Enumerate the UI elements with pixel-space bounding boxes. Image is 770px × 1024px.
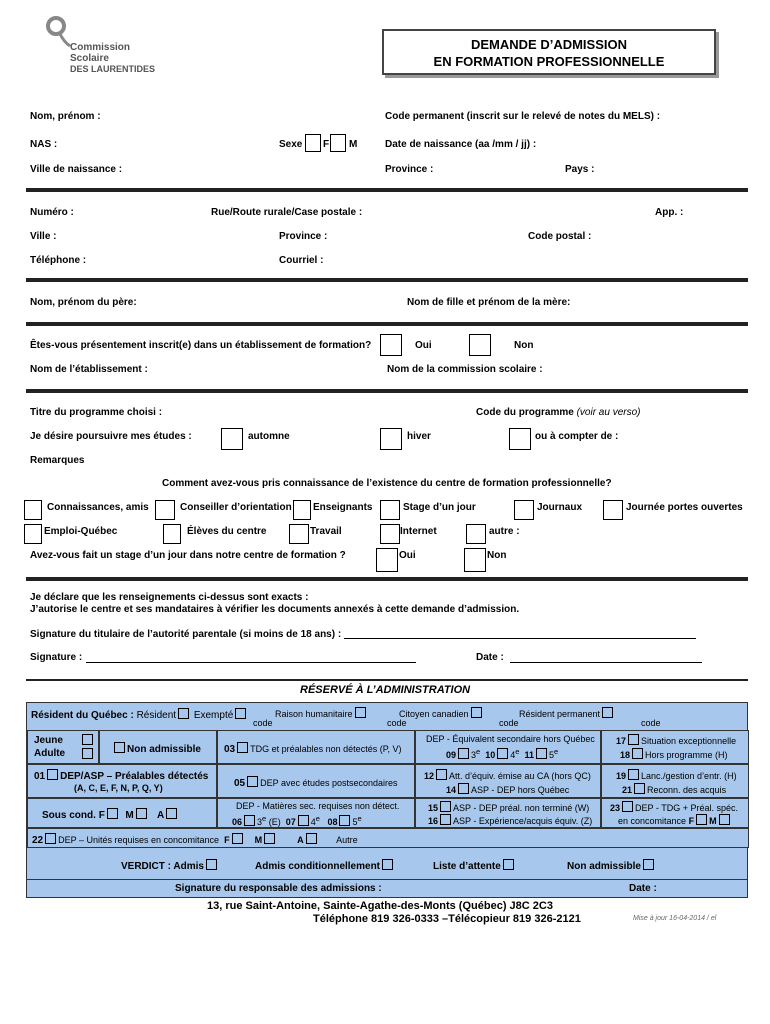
citoyen-label: Citoyen canadien (399, 709, 469, 719)
verdict-non-admissible-label: Non admissible (567, 861, 641, 872)
internet-checkbox[interactable] (380, 524, 400, 544)
eleves-checkbox[interactable] (163, 524, 181, 544)
code-18-label: Hors programme (H) (645, 750, 728, 760)
code-11-checkbox[interactable] (536, 748, 547, 759)
divider (26, 679, 748, 681)
jeune-adulte-cell (27, 730, 99, 764)
logo-text-1: Commission (70, 42, 131, 53)
code-01-number: 01 (34, 771, 46, 782)
code-12-number: 12 (424, 771, 435, 781)
admin-section (26, 702, 748, 880)
code-05-checkbox[interactable] (247, 776, 258, 787)
internet-label: Internet (400, 526, 437, 537)
verdict-admis-label: VERDICT : Admis (121, 861, 204, 872)
code-10-number: 10 (485, 750, 496, 760)
source-question: Comment avez-vous pris connaissance de l’existence du centre de formation professionnelle? (162, 478, 612, 489)
code-21-label: Reconn. des acquis (647, 785, 727, 795)
humanitaire-label: Raison humanitaire (275, 709, 353, 719)
divider (26, 188, 748, 192)
signature-responsable-bar (26, 880, 748, 898)
autre-checkbox[interactable] (466, 524, 486, 544)
stage-question: Avez-vous fait un stage d’un jour dans notre centre de formation ? (30, 550, 346, 561)
sous-cond-f-checkbox[interactable] (107, 808, 118, 819)
mise-a-jour: Mise à jour 16-04-2014 / el (633, 915, 717, 922)
exempte-label: Exempté (193, 710, 234, 721)
pere-label: Nom, prénom du père: (30, 297, 137, 308)
code-22-a-label: A (297, 835, 304, 845)
courriel-label: Courriel : (279, 255, 324, 266)
jeune-label: Jeune (34, 735, 63, 746)
stage-checkbox[interactable] (380, 500, 400, 520)
liste-attente-checkbox[interactable] (503, 859, 514, 870)
adulte-checkbox[interactable] (82, 748, 93, 759)
numero-label: Numéro : (30, 207, 74, 218)
code-09-checkbox[interactable] (458, 748, 469, 759)
code-15-label: ASP - DEP préal. non terminé (W) (453, 803, 590, 813)
code-01-checkbox[interactable] (47, 769, 58, 780)
sous-cond-m-label: M (125, 810, 134, 821)
enseignants-checkbox[interactable] (293, 500, 311, 520)
signature-responsable-label: Signature du responsable des admissions : (175, 883, 382, 894)
commission-label: Nom de la commission scolaire : (387, 364, 543, 375)
code-22-autre-label: Autre (336, 835, 358, 845)
code-07-checkbox[interactable] (298, 815, 309, 826)
etab-non-checkbox[interactable] (469, 334, 491, 356)
sexe-m-label: M (349, 139, 358, 150)
code-18-checkbox[interactable] (632, 748, 643, 759)
code-11-number: 11 (524, 750, 534, 760)
permanent-label: Résident permanent (519, 709, 601, 719)
footer-address: 13, rue Saint-Antoine, Sainte-Agathe-des-Monts (Québec) J8C 2C3 (207, 900, 553, 912)
code-23-f-label: F (688, 816, 695, 826)
dep-matieres-label: DEP - Matières sec. requises non détect. (236, 801, 400, 811)
stage-non-label: Non (487, 550, 507, 561)
divider (26, 389, 748, 393)
code-16-label: ASP - Expérience/acquis équiv. (Z) (453, 816, 593, 826)
code-21-number: 21 (622, 785, 633, 795)
sec3-label: 3 (471, 750, 477, 760)
code-14-checkbox[interactable] (458, 783, 469, 794)
sexe-label: Sexe (279, 139, 303, 150)
code-23-m-checkbox[interactable] (719, 814, 730, 825)
code-08-sec: 5 (352, 817, 358, 827)
code-programme-label: Code du programme (voir au verso) (476, 407, 641, 418)
travail-checkbox[interactable] (289, 524, 309, 544)
code-label: code (499, 718, 519, 728)
travail-label: Travail (310, 526, 342, 537)
admis-cond-label: Admis conditionnellement (255, 861, 381, 872)
declaration-2: J’autorise le centre et ses mandataires à vérifier les documents annexés à cette demande d’admission. (30, 604, 520, 615)
signature-label: Signature : (30, 652, 83, 663)
adulte-label: Adulte (34, 748, 66, 759)
logo (44, 16, 164, 76)
ville-label: Ville : (30, 231, 57, 242)
connaissances-label: Connaissances, amis (47, 502, 149, 513)
code-22-m-checkbox[interactable] (264, 833, 275, 844)
code-23-checkbox[interactable] (622, 801, 633, 812)
code-17-18-cell (601, 730, 749, 764)
code-label: code (641, 718, 661, 728)
code-03-number: 03 (224, 744, 236, 755)
logo-text-3: DES LAURENTIDES (70, 64, 156, 74)
code-05-number: 05 (234, 778, 246, 789)
desire-label: Je désire poursuivre mes études : (30, 431, 192, 442)
declaration-1: Je déclare que les renseignements ci-dessus sont exacts : (30, 592, 309, 603)
code-22-f-label: F (224, 835, 230, 845)
title-box (382, 29, 716, 75)
sous-cond-label: Sous cond. (42, 810, 96, 821)
date-label: Date : (476, 652, 504, 663)
non-admissible-checkbox[interactable] (114, 742, 125, 753)
code-14-label: ASP - DEP hors Québec (471, 785, 570, 795)
code-22-label: DEP – Unités requises en concomitance (58, 835, 220, 845)
sexe-f-checkbox[interactable] (305, 134, 321, 152)
code-18-number: 18 (620, 750, 631, 760)
stage-non-checkbox[interactable] (464, 548, 486, 572)
code-06-checkbox[interactable] (244, 815, 255, 826)
code-17-checkbox[interactable] (628, 734, 639, 745)
signature-line[interactable] (86, 662, 416, 663)
province-naissance-label: Province : (385, 164, 434, 175)
connaissances-checkbox[interactable] (24, 500, 42, 520)
remarques-label: Remarques (30, 455, 85, 466)
sous-cond-a-checkbox[interactable] (166, 808, 177, 819)
etab-oui-label: Oui (415, 340, 432, 351)
non-admissible-label: Non admissible (127, 744, 201, 755)
liste-attente-label: Liste d’attente (433, 861, 501, 872)
signature-parent-line[interactable] (344, 638, 696, 639)
sous-cond-cell (27, 798, 217, 828)
verdict-admis-checkbox[interactable] (206, 859, 217, 870)
code-22-f-checkbox[interactable] (232, 833, 243, 844)
code-01-sub: (A, C, E, F, N, P, Q, Y) (74, 783, 163, 793)
code-16-number: 16 (428, 816, 439, 826)
telephone-label: Téléphone : (30, 255, 87, 266)
non-admissible-cell (99, 730, 217, 764)
compter-label: ou à compter de : (535, 431, 619, 442)
code-03-checkbox[interactable] (237, 742, 248, 753)
code-23-m-label: M (709, 816, 717, 826)
code-06-e: (E) (268, 817, 281, 827)
resident-checkbox[interactable] (178, 708, 189, 719)
code-17-label: Situation exceptionnelle (641, 736, 737, 746)
code-03-cell (217, 730, 415, 764)
stage-oui-label: Oui (399, 550, 416, 561)
page-title-2: EN FORMATION PROFESSIONNELLE (433, 54, 665, 69)
emploi-checkbox[interactable] (24, 524, 42, 544)
humanitaire-checkbox[interactable] (355, 707, 366, 718)
sous-cond-a-label: A (157, 810, 165, 821)
permanent-checkbox[interactable] (602, 707, 613, 718)
nom-label: Nom, prénom : (30, 111, 101, 122)
code-07-sec: 4 (310, 817, 316, 827)
automne-label: automne (248, 431, 290, 442)
pays-label: Pays : (565, 164, 595, 175)
code-01-label: DEP/ASP – Préalables détectés (60, 771, 209, 782)
code-19-21-cell (601, 764, 749, 798)
code-08-checkbox[interactable] (339, 815, 350, 826)
exempte-checkbox[interactable] (235, 708, 246, 719)
mere-label: Nom de fille et prénom de la mère: (407, 297, 571, 308)
dep-equivalent-cell: DEP - Équivalent secondaire hors Québec 09 3e 10 4e 11 5e (415, 730, 601, 764)
code-12-label: Att. d’équiv. émise au CA (hors QC) (449, 771, 591, 781)
conseiller-label: Conseiller d’orientation (180, 502, 292, 513)
sec4-label: 4 (510, 750, 516, 760)
code-06-sec: 3 (257, 817, 263, 827)
code-15-number: 15 (428, 803, 439, 813)
code-label: code (387, 718, 407, 728)
code-14-number: 14 (446, 785, 457, 795)
nas-label: NAS : (30, 139, 58, 150)
verdict-non-admissible-checkbox[interactable] (643, 859, 654, 870)
compter-checkbox[interactable] (509, 428, 531, 450)
code-07-number: 07 (285, 817, 296, 827)
code-05-cell (217, 764, 415, 798)
ville-naissance-label: Ville de naissance : (30, 164, 123, 175)
code-12-checkbox[interactable] (436, 769, 447, 780)
dep-equivalent-label: DEP - Équivalent secondaire hors Québec (426, 734, 595, 744)
date-naissance-label: Date de naissance (aa /mm / jj) : (385, 139, 537, 150)
divider (26, 577, 748, 581)
signature-parent-label: Signature du titulaire de l’autorité parentale (si moins de 18 ans) : (30, 629, 342, 640)
code-05-label: DEP avec études postsecondaires (260, 778, 398, 788)
code-permanent-label: Code permanent (inscrit sur le relevé de notes du MELS) : (385, 111, 661, 122)
code-10-checkbox[interactable] (497, 748, 508, 759)
eleves-label: Élèves du centre (187, 526, 267, 537)
conseiller-checkbox[interactable] (155, 500, 175, 520)
rue-label: Rue/Route rurale/Case postale : (211, 207, 363, 218)
journaux-checkbox[interactable] (514, 500, 534, 520)
resident-label: Résident du Québec : (31, 710, 134, 721)
code-15-checkbox[interactable] (440, 801, 451, 812)
etab-non-label: Non (514, 340, 534, 351)
citoyen-checkbox[interactable] (471, 707, 482, 718)
etab-question: Êtes-vous présentement inscrit(e) dans un établissement de formation? (30, 340, 372, 351)
province-label: Province : (279, 231, 328, 242)
journee-label: Journée portes ouvertes (626, 502, 743, 513)
sexe-f-label: F (323, 139, 330, 150)
code-label: code (253, 718, 273, 728)
etab-oui-checkbox[interactable] (380, 334, 402, 356)
nom-etab-label: Nom de l’établissement : (30, 364, 148, 375)
code-19-number: 19 (616, 771, 627, 781)
code-06-number: 06 (232, 817, 243, 827)
code-23-cell (601, 798, 749, 828)
journaux-label: Journaux (537, 502, 583, 513)
stage-label: Stage d’un jour (403, 502, 476, 513)
page-title-1: DEMANDE D’ADMISSION (470, 37, 627, 52)
code-19-label: Lanc./gestion d’entr. (H) (641, 771, 737, 781)
emploi-label: Emploi-Québec (44, 526, 118, 537)
admin-title: RÉSERVÉ À L’ADMINISTRATION (300, 684, 471, 696)
stage-oui-checkbox[interactable] (376, 548, 398, 572)
code-17-number: 17 (616, 736, 627, 746)
dep-matieres-cell: DEP - Matières sec. requises non détect. 06 3e (E) 07 4e 08 5e (217, 798, 415, 828)
footer-date-label: Date : (629, 883, 657, 894)
jeune-checkbox[interactable] (82, 734, 93, 745)
code-postal-label: Code postal : (528, 231, 592, 242)
sous-cond-f-label: F (98, 810, 105, 821)
divider (26, 278, 748, 282)
sec5-label: 5 (548, 750, 554, 760)
code-21-checkbox[interactable] (634, 783, 645, 794)
admis-cond-checkbox[interactable] (382, 859, 393, 870)
automne-checkbox[interactable] (221, 428, 243, 450)
resident-opt: Résident (136, 710, 177, 721)
sexe-m-checkbox[interactable] (330, 134, 346, 152)
code-09-number: 09 (446, 750, 457, 760)
titre-programme-label: Titre du programme choisi : (30, 407, 163, 418)
code-03-label: TDG et préalables non détectés (P, V) (250, 744, 402, 754)
code-15-16-cell (415, 798, 601, 828)
autre-label: autre : (489, 526, 520, 537)
code-12-14-cell (415, 764, 601, 798)
date-line[interactable] (510, 662, 702, 663)
sous-cond-m-checkbox[interactable] (136, 808, 147, 819)
code-22-a-checkbox[interactable] (306, 833, 317, 844)
code-22-m-label: M (254, 835, 263, 845)
code-22-checkbox[interactable] (45, 833, 56, 844)
code-08-number: 08 (327, 817, 338, 827)
journee-checkbox[interactable] (603, 500, 623, 520)
code-16-checkbox[interactable] (440, 814, 451, 825)
hiver-checkbox[interactable] (380, 428, 402, 450)
code-23-label: DEP - TDG + Préal. spéc. (635, 803, 738, 813)
code-19-checkbox[interactable] (628, 769, 639, 780)
logo-text-2: Scolaire (70, 53, 109, 64)
code-23-f-checkbox[interactable] (696, 814, 707, 825)
code-22-number: 22 (32, 835, 44, 846)
code-22-cell (27, 828, 749, 848)
app-label: App. : (655, 207, 684, 218)
code-23-concomitance: en concomitance (618, 816, 687, 826)
hiver-label: hiver (407, 431, 431, 442)
divider (26, 322, 748, 326)
code-01-cell (27, 764, 217, 798)
footer-phone: Téléphone 819 326-0333 –Télécopieur 819 326-2121 (313, 913, 581, 925)
code-23-number: 23 (610, 803, 621, 813)
enseignants-label: Enseignants (313, 502, 373, 513)
